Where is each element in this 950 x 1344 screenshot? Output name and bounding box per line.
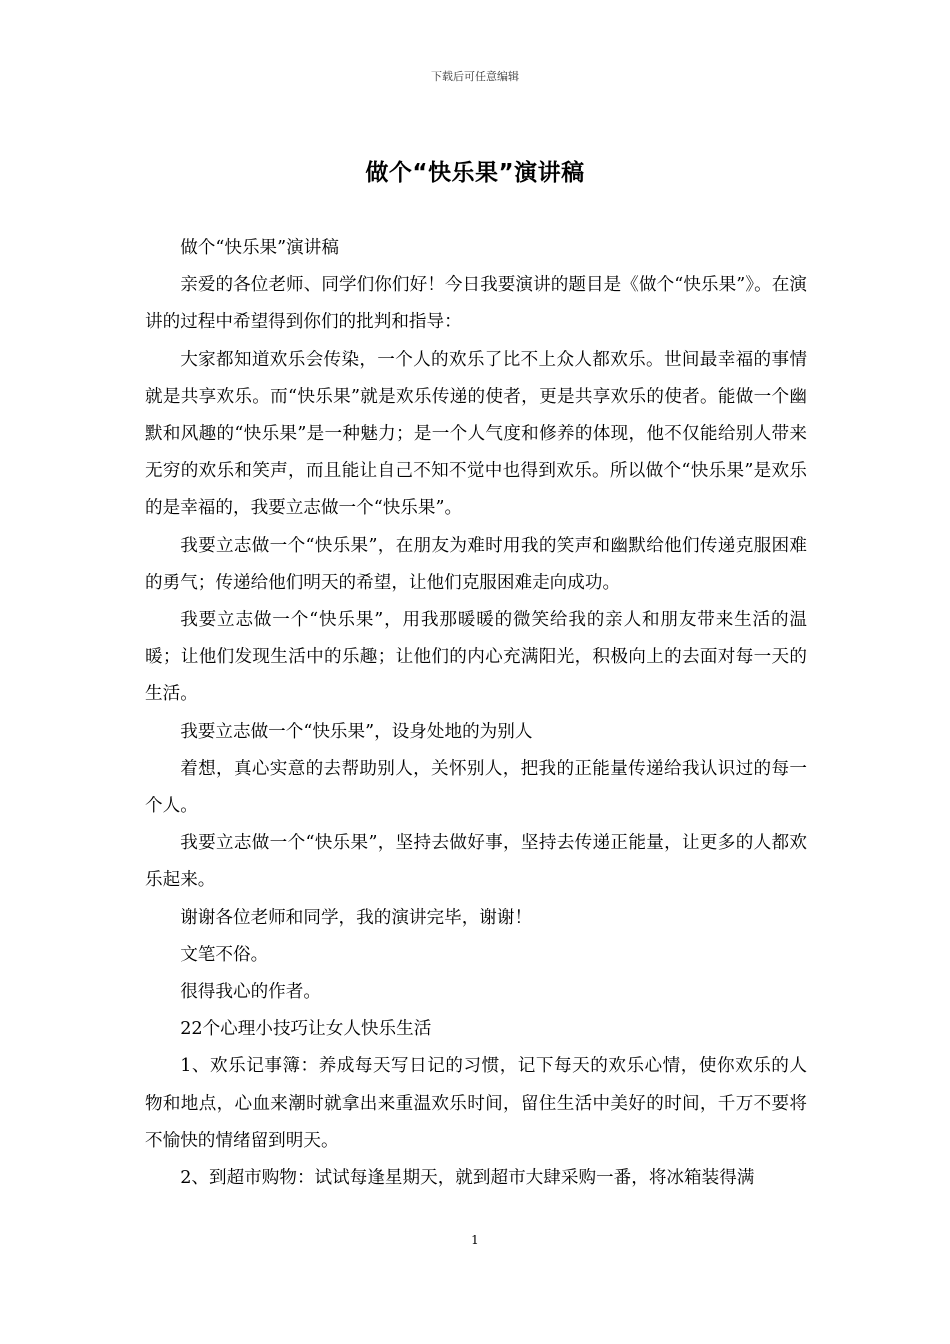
paragraph: 谢谢各位老师和同学，我的演讲完毕，谢谢！ bbox=[180, 907, 533, 928]
paragraph: 我要立志做一个“快乐果”，坚持去做好事，坚持去传递正能量，让更多的人都欢乐起来。 bbox=[145, 833, 807, 891]
paragraph: 2、到超市购物：试试每逢星期天，就到超市大肆采购一番，将冰箱装得满 bbox=[180, 1168, 755, 1189]
paragraph: 亲爱的各位老师、同学们你们好！今日我要演讲的题目是《做个“快乐果”》。在演讲的过程中希望得到你们的批判和指导： bbox=[145, 275, 807, 333]
paragraph: 很得我心的作者。 bbox=[180, 982, 321, 1003]
page-number: 1 bbox=[471, 1233, 479, 1247]
paragraph: 我要立志做一个“快乐果”，在朋友为难时用我的笑声和幽默给他们传递克服困难的勇气；传递给他们明天的希望，让他们克服困难走向成功。 bbox=[145, 535, 807, 593]
paragraph: 文笔不俗。 bbox=[180, 944, 269, 965]
paragraph: 着想，真心实意的去帮助别人，关怀别人，把我的正能量传递给我认识过的每一个人。 bbox=[145, 758, 807, 817]
document-body bbox=[145, 230, 807, 1197]
document-title: 做个“快乐果”演讲稿 bbox=[365, 160, 585, 186]
paragraph: 大家都知道欢乐会传染，一个人的欢乐了比不上众人都欢乐。世间最幸福的事情就是共享欢乐。而“快乐果”就是欢乐传递的使者，更是共享欢乐的使者。能做一个幽默和风趣的“快乐果”是一种魅力；是一个人气度和修养的体现，他不仅能给别人带来无穷的欢乐和笑声，而且能让自己不知不觉中也得到欢乐。所以做个“快乐果”是欢乐的是幸福的，我要立志做一个“快乐果”。 bbox=[145, 349, 807, 519]
page-header-note: 下载后可任意编辑 bbox=[431, 70, 519, 83]
paragraph: 1、欢乐记事簿：养成每天写日记的习惯，记下每天的欢乐心情，使你欢乐的人物和地点，心血来潮时就拿出来重温欢乐时间，留住生活中美好的时间，千万不要将不愉快的情绪留到明天。 bbox=[145, 1056, 807, 1151]
paragraph: 做个“快乐果”演讲稿 bbox=[180, 238, 339, 258]
paragraph: 22个心理小技巧让女人快乐生活 bbox=[180, 1019, 432, 1040]
paragraph: 我要立志做一个“快乐果”，用我那暖暖的微笑给我的亲人和朋友带来生活的温暖；让他们发现生活中的乐趣；让他们的内心充满阳光，积极向上的去面对每一天的生活。 bbox=[145, 610, 807, 705]
paragraph: 我要立志做一个“快乐果”，设身处地的为别人 bbox=[180, 721, 533, 742]
